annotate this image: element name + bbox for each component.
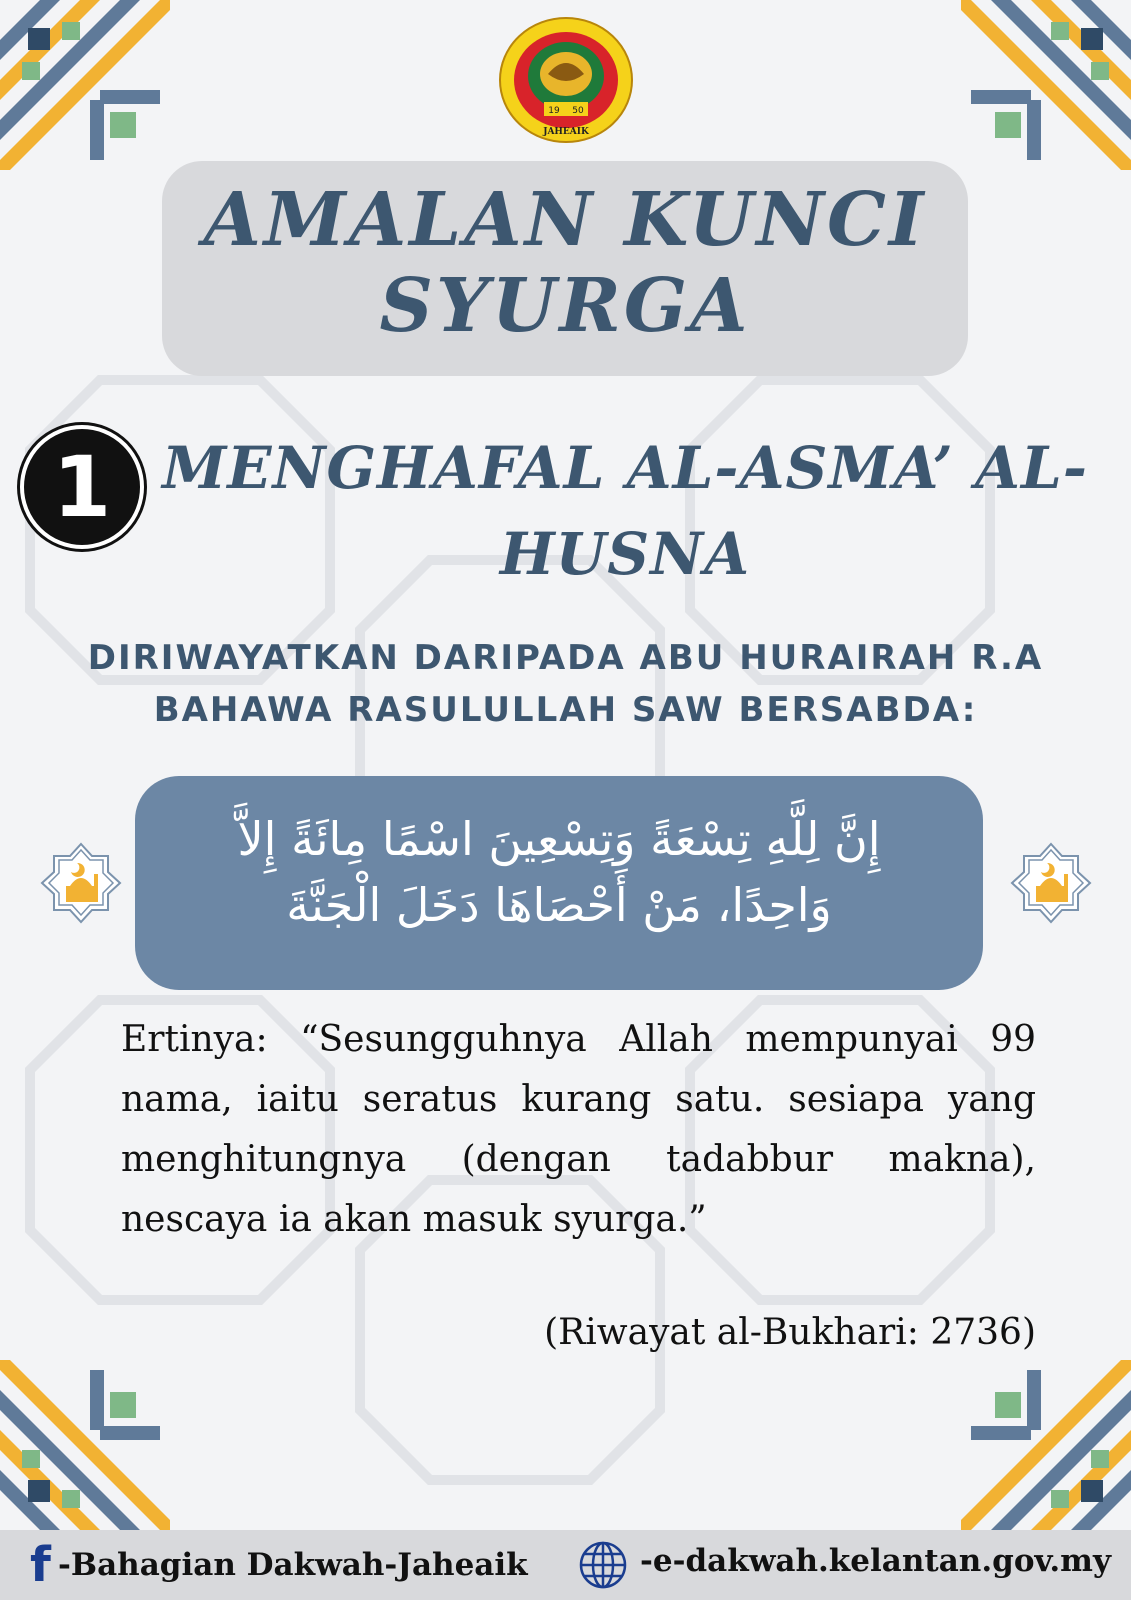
- corner-ornament-top-right: [961, 0, 1131, 170]
- mosque-icon: [40, 842, 122, 924]
- mosque-icon: [1010, 842, 1092, 924]
- title-banner: [162, 161, 968, 376]
- corner-ornament-bottom-left: [0, 1360, 170, 1530]
- item-number: 1: [52, 438, 112, 536]
- title-line-2: SYURGA: [379, 263, 751, 349]
- item-number-badge: [20, 425, 144, 549]
- website-link[interactable]: -e-dakwah.kelantan.gov.my: [640, 1543, 1111, 1579]
- item-heading-line-1: MENGHAFAL AL-ASMA’ AL-: [162, 434, 1088, 502]
- title-line-1: AMALAN KUNCI: [203, 177, 927, 263]
- hadith-meaning: Ertinya: “Sesungguhnya Allah mempunyai 99 nama, iaitu seratus kurang satu. sesiapa yang menghitungnya (dengan tadabbur makna), nescaya ia akan masuk syurga.”: [121, 1019, 1036, 1240]
- facebook-page-link[interactable]: -Bahagian Dakwah-Jaheaik: [58, 1547, 528, 1583]
- corner-ornament-bottom-right: [961, 1360, 1131, 1530]
- svg-text:JAHEAIK: JAHEAIK: [543, 127, 589, 137]
- hadith-arabic-box: [135, 776, 983, 990]
- narrator-text: [40, 632, 1091, 736]
- svg-text:19: 19: [548, 106, 560, 116]
- corner-ornament-top-left: [0, 0, 170, 170]
- globe-icon: [578, 1540, 628, 1590]
- hadith-arabic-text: [165, 806, 953, 938]
- page-title: [162, 177, 968, 349]
- item-heading-line-2: HUSNA: [499, 520, 751, 588]
- hadith-arabic-line-1: إِنَّ لِلَّهِ تِسْعَةً وَتِسْعِينَ اسْمًا مِائَةً إِلاَّ: [237, 812, 881, 866]
- narrator-line-2: BAHAWA RASULULLAH SAW BERSABDA:: [153, 690, 978, 730]
- jaheaik-logo: [496, 16, 636, 144]
- hadith-source: (Riwayat al-Bukhari: 2736): [544, 1312, 1036, 1353]
- footer-bar: [0, 1530, 1131, 1600]
- item-heading: [160, 425, 1090, 597]
- hadith-arabic-line-2: وَاحِدًا، مَنْ أَحْصَاهَا دَخَلَ الْجَنَّةَ: [286, 878, 832, 932]
- svg-text:50: 50: [572, 106, 584, 116]
- narrator-line-1: DIRIWAYATKAN DARIPADA ABU HURAIRAH R.A: [87, 638, 1044, 678]
- facebook-icon[interactable]: f: [30, 1537, 51, 1593]
